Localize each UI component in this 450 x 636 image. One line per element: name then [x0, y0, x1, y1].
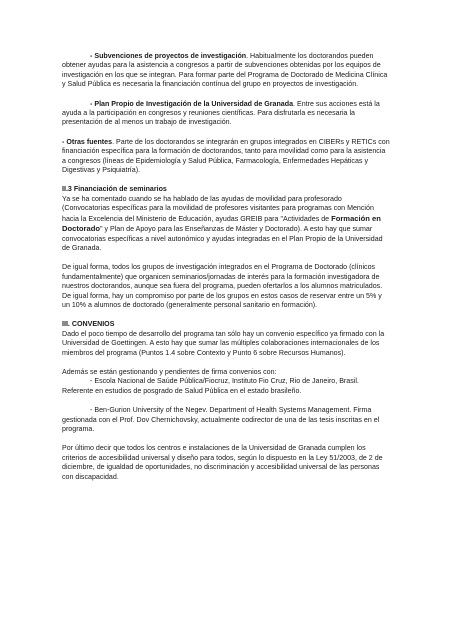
paragraph-convenios-4: Por último decir que todos los centros e instalaciones de la Universidad de Granada cumplen los criterios de accesibilidad universal y diseño para todos, según lo dispuesto en la Ley 51/2003, de 2 de diciembre, de igualdad de oportunidades, no discriminación y accesibilidad universal de las personas con discapacidad.: [62, 444, 383, 481]
seminarios-p1-emph: Formación en Doctorado: [62, 213, 381, 234]
plan-propio-lead: - Plan Propio de Investigación de la Universidad de Granada: [90, 99, 294, 108]
otras-fuentes-lead: - Otras fuentes: [62, 137, 113, 146]
subvenciones-text: . Habitualmente los doctorandos pueden obtener ayudas para la asistencia a congresos a partir de subvenciones obtenidas por los equipos de investigación en los que se integran. Para formar parte del Programa de Doctorado de Medicina Clínica y Salud Pública es necesaria la financiación contínua del grupo en proyectos de investigación.: [62, 52, 388, 89]
plan-propio-text: . Entre sus acciones está la ayuda a la participación en congresos y reuniones científicas. Para disfrutarla es necesaria la presentación de al menos un trabajo de investigación.: [62, 99, 380, 127]
paragraph-seminarios-2: De igual forma, todos los grupos de investigación integrados en el Programa de Doctorado (clínicos fundamentalmente) que organicen seminarios/jornadas de interés para la formación investigadora de nuestros doctorandos, aunque sea fuera del programa, pueden ofertarlos a los alumnos matriculados. De igual forma, hay un compromiso por parte de los grupos en estos casos de reservar entre un 5% y un 10% a alumnos de doctorado (generalmente personal sanitario en formación).: [62, 263, 383, 309]
paragraph-seminarios-1: [62, 195, 390, 253]
section-heading-convenios: III. CONVENIOS: [62, 320, 115, 329]
paragraph-convenios-1: Dado el poco tiempo de desarrollo del programa tan sólo hay un convenio específico ya firmado con la Universidad de Goettingen. A esto hay que sumar las múltiples colaboraciones internacionales de los miembros del programa (Puntos 1.4 sobre Contexto y Punto 6 sobre Recursos Humanos).: [62, 329, 385, 357]
otras-fuentes-text: . Parte de los doctorandos se integrarán en grupos integrados en CIBERs y RETICs con financiación específica para la formación de doctorandos, tanto para movilidad como para la asistencia a congresos (líneas de Epidemiología y Salud Pública, Farmacología, Enfermedades Hepáticas y Digestivas y Psiquiatría).: [62, 137, 390, 175]
seminarios-p1-b: " y Plan de Apoyo para las Enseñanzas de Máster y Doctorado). A esto hay que sumar convocatorias específicas a nivel autonómico y ayudas integradas en el Plan Propio de la Universidad de Granada.: [62, 225, 383, 252]
seminarios-p1-a: Ya se ha comentado cuando se ha hablado de las ayudas de movilidad para profesorado (Convocatorias específicas para la movilidad de profesores visitantes para programas con Mención hacia la Excelencia del Ministerio de Educación, ayudas GREIB para "Actividades de: [62, 194, 374, 223]
section-heading-seminarios: II.3 Financiación de seminarios: [62, 185, 167, 194]
subvenciones-lead: - Subvenciones de proyectos de investigación: [90, 52, 247, 60]
paragraph-convenios-3: - Ben-Gurion University of the Negev. Department of Health Systems Management. Firma gestionada con el Prof. Dov Chernichovsky, actualmente codirector de una de las tesis inscritas en el programa.: [62, 406, 380, 433]
paragraph-convenios-2-item: - Escola Nacional de Saúde Pública/Fiocruz, Instituto Fio Cruz, Rio de Janeiro, Brasil. Referente en estudios de posgrado de Salud Pública en el estado brasileño.: [62, 377, 359, 395]
paragraph-convenios-2-intro: Además se están gestionando y pendientes de firma convenios con:: [62, 367, 277, 376]
paragraph-plan-propio: [62, 100, 390, 128]
paragraph-otras-fuentes: [62, 138, 390, 176]
paragraph-subvenciones: [62, 52, 390, 90]
